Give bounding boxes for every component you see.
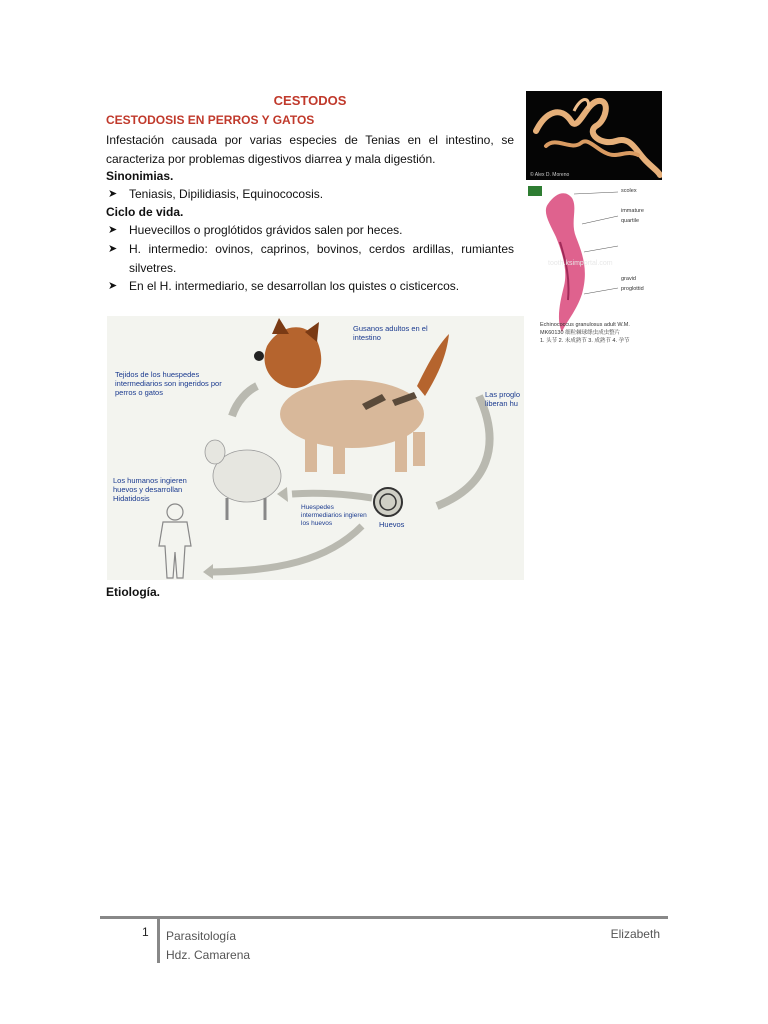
bullet-arrow-icon: ➤	[108, 243, 118, 255]
bullet-arrow-icon: ➤	[108, 224, 118, 236]
ciclo-item: ➤ Huevecillos o proglótidos grávidos salen por heces.	[106, 221, 514, 240]
cycle-label-proglottids: Las proglo liberan hu	[485, 390, 521, 408]
watermark: tooth.ksimportal.com	[548, 260, 613, 267]
etiologia-heading: Etiología.	[106, 585, 160, 599]
footer-author: Elizabeth	[610, 927, 660, 941]
ciclo-heading: Ciclo de vida.	[106, 205, 184, 219]
tapeworm-photo	[526, 91, 662, 180]
cycle-label-humans: Los humanos ingieren huevos y desarrollan Hidatidosis	[113, 476, 187, 503]
bullet-arrow-icon: ➤	[108, 188, 118, 200]
life-cycle-figure	[107, 316, 524, 580]
cycle-label-eggs: Huevos	[379, 520, 405, 529]
intro-paragraph: Infestación causada por varias especies de Tenias en el intestino, se caracteriza por problemas digestivos diarrea y mala digestión.	[106, 133, 514, 166]
echinococcus-figure: scolex immature quartile gravid proglottid tooth.ksimportal.com Echinococcus granulosus adult W.M. MK60130 细粒棘球绦虫成虫整片 1. 头节 2. 未成熟节 3. 成熟节 4. 孕节	[526, 182, 662, 354]
ciclo-item: ➤ En el H. intermediario, se desarrollan los quistes o cisticercos.	[106, 277, 514, 296]
footer-left-text: Parasitología Hdz. Camarena	[166, 929, 251, 962]
cycle-label-tissues: Tejidos de los huespedes intermediarios son ingeridos por perros o gatos	[115, 370, 222, 397]
ciclo-item: ➤ H. intermedio: ovinos, caprinos, bovinos, cerdos ardillas, rumiantes silvetres.	[108, 242, 514, 275]
footer-divider	[100, 916, 668, 919]
section-subtitle: CESTODOSIS EN PERROS Y GATOS	[106, 113, 315, 127]
cycle-label-dog: Gusanos adultos en el intestino	[353, 324, 428, 342]
document-title: CESTODOS	[273, 93, 347, 108]
cycle-label-hosts: Huespedes intermediarios ingieren los huevos	[301, 504, 367, 527]
sinonimias-heading: Sinonimias.	[106, 169, 174, 183]
bullet-arrow-icon: ➤	[108, 280, 118, 292]
footer-vertical-divider	[157, 919, 160, 963]
page-number: 1	[142, 925, 149, 939]
photo-credit: © Alex D. Moreno	[530, 172, 570, 178]
sinonimias-item: ➤ Teniasis, Dipilidiasis, Equinococosis.	[106, 185, 514, 204]
